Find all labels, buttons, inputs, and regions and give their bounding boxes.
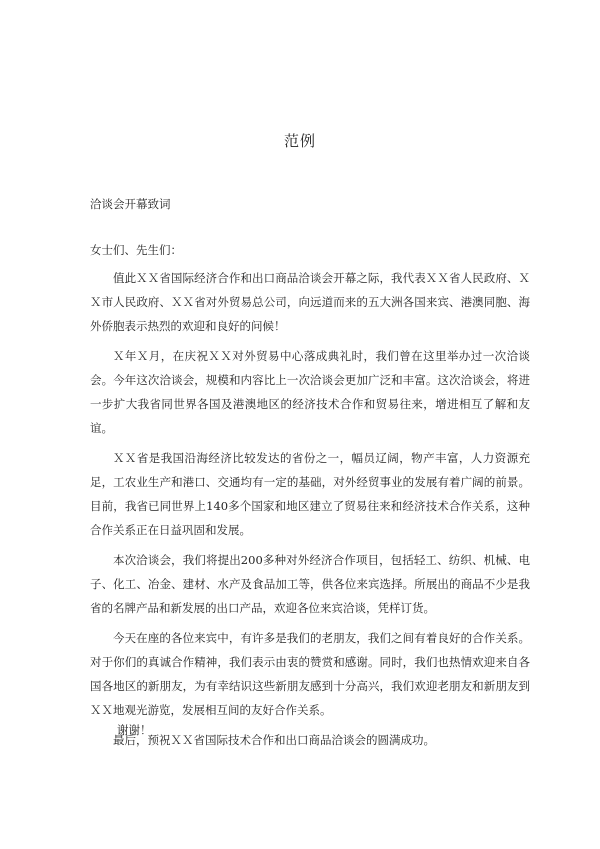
paragraph-history: Ｘ年Ｘ月，在庆祝ＸＸ对外贸易中心落成典礼时，我们曾在这里举办过一次洽谈会。今年这次洽谈会，规模和内容比上一次洽谈会更加广泛和丰富。这次洽谈会，将进一步扩大我省同世界各国及港澳地区的经济技术合作和贸易往来，增进相互了解和友谊。: [90, 349, 530, 435]
paragraph-friends: 今天在座的各位来宾中，有许多是我们的老朋友，我们之间有着良好的合作关系。对于你们的真诚合作精神，我们表示由衷的赞赏和感谢。同时，我们也热情欢迎来自各国各地区的新朋友，为有幸结识这些新朋友感到十分高兴，我们欢迎老朋友和新朋友到ＸＸ地观光游览，发展相互间的友好合作关系。: [90, 631, 530, 717]
paragraph-province: ＸＸ省是我国沿海经济比较发达的省份之一，幅员辽阔，物产丰富，人力资源充足，工农业生产和港口、交通均有一定的基础，对外经贸事业的发展有着广阔的前景。目前，我省已同世界上140多个国家和地区建立了贸易往来和经济技术合作关系，这种合作关系正在日益巩固和发展。: [90, 451, 530, 537]
closing-thanks: 谢谢！: [117, 723, 152, 737]
document-title: 范例: [283, 132, 316, 150]
speech-body: [90, 266, 530, 758]
paragraph-closing-wish: 最后，预祝ＸＸ省国际技术合作和出口商品洽谈会的圆满成功。: [113, 733, 435, 747]
document-subtitle: 洽谈会开幕致词: [90, 197, 171, 211]
paragraph-projects: 本次洽谈会，我们将提出200多种对外经济合作项目，包括轻工、纺织、机械、电子、化工、冶金、建材、水产及食品加工等，供各位来宾选择。所展出的商品不少是我省的名牌产品和新发展的出口产品，欢迎各位来宾洽谈，凭样订货。: [90, 553, 530, 615]
greeting-line: 女士们、先生们：: [90, 243, 182, 257]
paragraph-welcome: 值此ＸＸ省国际经济合作和出口商品洽谈会开幕之际，我代表ＸＸ省人民政府、ＸＸ市人民政府、ＸＸ省对外贸易总公司，向远道而来的五大洲各国来宾、港澳同胞、海外侨胞表示热烈的欢迎和良好的问候！: [90, 271, 530, 333]
